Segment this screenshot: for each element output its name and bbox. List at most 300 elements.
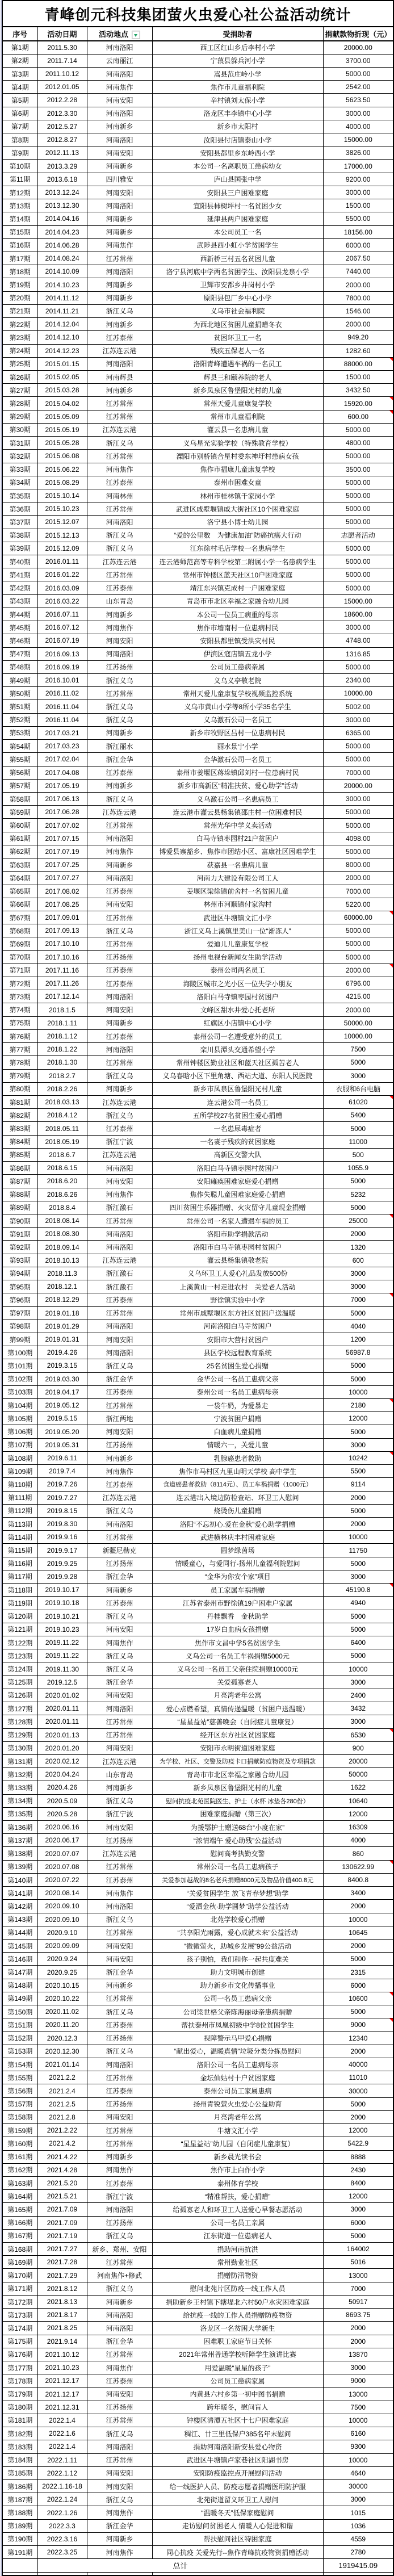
amount-cell[interactable]: 2780: [323, 2546, 393, 2559]
amount-cell[interactable]: 30000: [323, 2479, 393, 2493]
date-cell[interactable]: 2021.2.22: [37, 2124, 87, 2137]
amount-cell[interactable]: 5000.00: [323, 753, 393, 766]
serial-cell[interactable]: 第38期: [2, 529, 37, 542]
amount-cell[interactable]: 2000.00: [323, 964, 393, 977]
serial-cell[interactable]: 第96期: [2, 1293, 37, 1306]
amount-cell[interactable]: 500: [323, 1148, 393, 1161]
date-cell[interactable]: 2017.07.02: [37, 819, 87, 832]
serial-cell[interactable]: 第72期: [2, 977, 37, 990]
date-cell[interactable]: 2015.10.23: [37, 502, 87, 516]
recipient-cell[interactable]: 焦作失聪儿童困难家庭爱心捐赠: [152, 1188, 323, 1201]
location-cell[interactable]: 河南洛阳: [87, 67, 152, 80]
location-cell[interactable]: 河南新乡: [87, 291, 152, 304]
amount-cell[interactable]: 900: [323, 1741, 393, 1754]
location-cell[interactable]: 河南焦作: [87, 2163, 152, 2176]
recipient-cell[interactable]: 泰州公司一名员工患病母亲: [152, 1385, 323, 1398]
recipient-cell[interactable]: 洛阳白马寺镇枣园村贫困户: [152, 990, 323, 1003]
location-cell[interactable]: 江苏常州: [87, 2414, 152, 2427]
amount-cell[interactable]: 8400: [323, 2176, 393, 2189]
location-cell[interactable]: 河南安阳: [87, 1821, 152, 1834]
date-cell[interactable]: 2020.01.20: [37, 1741, 87, 1754]
location-cell[interactable]: 江苏连云港: [87, 1754, 152, 1767]
recipient-cell[interactable]: 林州市桂林镇千家岗小学: [152, 489, 323, 502]
date-cell[interactable]: 2019.9.17: [37, 1544, 87, 1557]
location-cell[interactable]: 江苏常州: [87, 1926, 152, 1939]
amount-cell[interactable]: 2000: [323, 1228, 393, 1241]
date-cell[interactable]: 2019.10.21: [37, 1610, 87, 1623]
amount-cell[interactable]: 11010: [323, 2071, 393, 2084]
location-cell[interactable]: 浙江激石: [87, 1201, 152, 1214]
serial-cell[interactable]: 第89期: [2, 1201, 37, 1214]
serial-cell[interactable]: 第70期: [2, 950, 37, 964]
serial-cell[interactable]: 第158期: [2, 2110, 37, 2123]
serial-cell[interactable]: 第129期: [2, 1728, 37, 1741]
recipient-cell[interactable]: 姜堰区梁徐镇前舍村一名贫困儿童: [152, 885, 323, 898]
serial-cell[interactable]: 第73期: [2, 990, 37, 1003]
date-cell[interactable]: 2016.01.11: [37, 555, 87, 568]
date-cell[interactable]: 2020.9.25: [37, 1966, 87, 1979]
serial-cell[interactable]: 第49期: [2, 674, 37, 687]
serial-cell[interactable]: 第156期: [2, 2084, 37, 2097]
date-cell[interactable]: 2017.03.21: [37, 726, 87, 739]
amount-cell[interactable]: 130622.99: [323, 1860, 393, 1873]
amount-cell[interactable]: 5000.00: [323, 950, 393, 964]
date-cell[interactable]: 2017.06.13: [37, 792, 87, 805]
amount-cell[interactable]: 4040: [323, 1320, 393, 1333]
recipient-cell[interactable]: 2021年常州普通学校听障学生演讲比赛: [152, 2348, 323, 2361]
date-cell[interactable]: 2021.12.17: [37, 2374, 87, 2387]
amount-cell[interactable]: 1055.9: [323, 1162, 393, 1175]
serial-cell[interactable]: 第93期: [2, 1254, 37, 1267]
amount-cell[interactable]: 2340.00: [323, 674, 393, 687]
location-cell[interactable]: 江苏常州: [87, 2453, 152, 2466]
location-cell[interactable]: 河南焦作: [87, 238, 152, 252]
amount-cell[interactable]: 5000.00: [323, 924, 393, 937]
serial-cell[interactable]: 第24期: [2, 344, 37, 357]
amount-cell[interactable]: 61020: [323, 1096, 393, 1109]
date-cell[interactable]: 2014.06.28: [37, 238, 87, 252]
recipient-cell[interactable]: 关爱孤寡老人: [152, 1676, 323, 1689]
location-cell[interactable]: 浙江义乌: [87, 2005, 152, 2018]
serial-cell[interactable]: 第159期: [2, 2124, 37, 2137]
recipient-cell[interactable]: 同心抗疫 关爱先行--焦作青峰抗疫物资捐赠活动: [152, 2546, 323, 2559]
location-cell[interactable]: 江苏常州: [87, 397, 152, 410]
date-cell[interactable]: 2012.11.13: [37, 146, 87, 160]
date-cell[interactable]: 2018.6.20: [37, 1175, 87, 1188]
date-cell[interactable]: 2021.12.31: [37, 2401, 87, 2414]
location-cell[interactable]: 河南新乡: [87, 212, 152, 225]
serial-cell[interactable]: 第187期: [2, 2493, 37, 2506]
date-cell[interactable]: 2015.12.07: [37, 516, 87, 529]
amount-cell[interactable]: 10640: [323, 1794, 393, 1807]
recipient-cell[interactable]: 武进横林庆丰村困难家庭: [152, 1531, 323, 1544]
date-cell[interactable]: 2022.1.6: [37, 2427, 87, 2440]
recipient-cell[interactable]: 溧阳市别桥镇合星村委东神圩村患病女孩: [152, 450, 323, 463]
recipient-cell[interactable]: 情暖六一，关爱儿童: [152, 1438, 323, 1451]
serial-cell[interactable]: 第92期: [2, 1241, 37, 1254]
serial-cell[interactable]: 第161期: [2, 2150, 37, 2163]
date-cell[interactable]: 2021.2.5: [37, 2097, 87, 2110]
date-cell[interactable]: 2014.08.24: [37, 252, 87, 265]
amount-cell[interactable]: 1500.00: [323, 370, 393, 383]
recipient-cell[interactable]: 用爱温暖“星星的孩子”: [152, 2361, 323, 2374]
recipient-cell[interactable]: 县区学校远程教育系统: [152, 1346, 323, 1359]
serial-cell[interactable]: 第65期: [2, 885, 37, 898]
date-cell[interactable]: 2019.7.27: [37, 1491, 87, 1504]
date-cell[interactable]: 2018.12.1: [37, 1280, 87, 1293]
serial-cell[interactable]: 第71期: [2, 964, 37, 977]
location-cell[interactable]: 浙江义乌: [87, 1359, 152, 1372]
recipient-cell[interactable]: 安阳市大营村贫困户: [152, 1333, 323, 1346]
amount-cell[interactable]: 600.00: [323, 410, 393, 423]
serial-cell[interactable]: 第85期: [2, 1148, 37, 1161]
date-cell[interactable]: 2018.1.12: [37, 1029, 87, 1042]
serial-cell[interactable]: 第112期: [2, 1504, 37, 1517]
location-cell[interactable]: 江苏连云港: [87, 555, 152, 568]
date-cell[interactable]: 2019.10.23: [37, 1623, 87, 1636]
recipient-cell[interactable]: 捐助新乡王村镇下辖堤北六村50户水灾困难家庭: [152, 2295, 323, 2308]
amount-cell[interactable]: 12000: [323, 2190, 393, 2203]
recipient-cell[interactable]: 一袋牛奶，为爱暴走: [152, 1399, 323, 1412]
serial-cell[interactable]: 第44期: [2, 608, 37, 621]
date-cell[interactable]: 2021.4.28: [37, 2163, 87, 2176]
amount-cell[interactable]: 5000: [323, 2229, 393, 2242]
date-cell[interactable]: 2017.02.04: [37, 753, 87, 766]
recipient-cell[interactable]: 嵩县范庄岭小学: [152, 67, 323, 80]
recipient-cell[interactable]: 新乡晨光读书会: [152, 2150, 323, 2163]
amount-cell[interactable]: 6000: [323, 2216, 393, 2229]
recipient-cell[interactable]: 员工家属车祸捐赠: [152, 1584, 323, 1597]
serial-cell[interactable]: 第98期: [2, 1320, 37, 1333]
location-cell[interactable]: 浙江金华: [87, 1676, 152, 1689]
recipient-cell[interactable]: “关爱贫困学生 放飞青春梦想”助学: [152, 1887, 323, 1900]
serial-cell[interactable]: 第22期: [2, 318, 37, 331]
location-cell[interactable]: 江苏常州: [87, 1860, 152, 1873]
location-cell[interactable]: 河南焦作: [87, 1636, 152, 1649]
location-cell[interactable]: 江苏连云港: [87, 1148, 152, 1161]
date-cell[interactable]: 2017.08.02: [37, 885, 87, 898]
location-cell[interactable]: 河南新乡: [87, 1781, 152, 1794]
date-cell[interactable]: 2016.09.13: [37, 647, 87, 660]
serial-cell[interactable]: 第162期: [2, 2163, 37, 2176]
recipient-cell[interactable]: 安阳县都里乡东岭西小学: [152, 146, 323, 160]
serial-cell[interactable]: 第163期: [2, 2176, 37, 2189]
location-cell[interactable]: 浙江激石: [87, 1267, 152, 1280]
recipient-cell[interactable]: 月亮湾老年公寓: [152, 2110, 323, 2123]
filter-dropdown-button[interactable]: [132, 31, 140, 39]
serial-cell[interactable]: 第132期: [2, 1768, 37, 1781]
amount-cell[interactable]: 4800.00: [323, 437, 393, 450]
date-cell[interactable]: 2017.03.23: [37, 740, 87, 753]
serial-cell[interactable]: 第172期: [2, 2295, 37, 2308]
date-cell[interactable]: 2020.01.11: [37, 1702, 87, 1715]
amount-cell[interactable]: 17000.00: [323, 160, 393, 173]
amount-cell[interactable]: 8400.8: [323, 1873, 393, 1886]
date-cell[interactable]: 2019.10.18: [37, 1597, 87, 1610]
location-cell[interactable]: 浙江宁波: [87, 1135, 152, 1148]
location-cell[interactable]: 江苏扬州: [87, 1557, 152, 1570]
amount-cell[interactable]: 7000.00: [323, 766, 393, 779]
date-cell[interactable]: 2020.5.09: [37, 1794, 87, 1807]
serial-cell[interactable]: 第148期: [2, 1979, 37, 1992]
serial-cell[interactable]: 第18期: [2, 265, 37, 278]
serial-cell[interactable]: 第86期: [2, 1162, 37, 1175]
amount-cell[interactable]: 12000: [323, 1412, 393, 1425]
location-cell[interactable]: 河南新乡: [87, 120, 152, 133]
amount-cell[interactable]: 4000.00: [323, 120, 393, 133]
location-cell[interactable]: 河南新乡: [87, 726, 152, 739]
serial-cell[interactable]: 第165期: [2, 2203, 37, 2216]
recipient-cell[interactable]: 安阳市永明街道困难家庭: [152, 1741, 323, 1754]
amount-cell[interactable]: 50000: [323, 1768, 393, 1781]
date-cell[interactable]: 2020.01.02: [37, 1689, 87, 1702]
serial-cell[interactable]: 第10期: [2, 160, 37, 173]
amount-cell[interactable]: 5232: [323, 1188, 393, 1201]
serial-cell[interactable]: 第42期: [2, 581, 37, 594]
amount-cell[interactable]: 5000: [323, 1056, 393, 1069]
recipient-cell[interactable]: 宁波贫困户捐赠: [152, 1412, 323, 1425]
location-cell[interactable]: 浙江宁波: [87, 2190, 152, 2203]
amount-cell[interactable]: 2000: [323, 1491, 393, 1504]
date-cell[interactable]: 2017.07.27: [37, 872, 87, 885]
amount-cell[interactable]: 3000.00: [323, 186, 393, 199]
recipient-cell[interactable]: 连云港市灌云县杨集镇邵庄村一位困难村民: [152, 806, 323, 819]
location-cell[interactable]: 江苏常州: [87, 568, 152, 581]
total-row-empty-cell[interactable]: [2, 2559, 37, 2573]
date-cell[interactable]: 2020.09.09: [37, 1940, 87, 1953]
date-cell[interactable]: 2016.11.02: [37, 687, 87, 700]
location-cell[interactable]: 河南洛阳: [87, 1228, 152, 1241]
amount-cell[interactable]: 6160: [323, 2427, 393, 2440]
recipient-cell[interactable]: 义乌市社会福利院: [152, 304, 323, 317]
location-cell[interactable]: 河南洛阳: [87, 265, 152, 278]
location-cell[interactable]: 浙江义乌: [87, 713, 152, 726]
date-cell[interactable]: 2020.09.10: [37, 1900, 87, 1913]
recipient-cell[interactable]: 辛村镇刘太保小学: [152, 94, 323, 107]
date-cell[interactable]: 2021.5.20: [37, 2176, 87, 2189]
serial-cell[interactable]: 第185期: [2, 2466, 37, 2479]
date-cell[interactable]: 2019.8.30: [37, 1518, 87, 1531]
date-cell[interactable]: 2014.10.09: [37, 265, 87, 278]
location-cell[interactable]: 河南洛阳: [87, 2322, 152, 2335]
location-cell[interactable]: 江苏泰州: [87, 476, 152, 489]
serial-cell[interactable]: 第135期: [2, 1807, 37, 1820]
serial-cell[interactable]: 第60期: [2, 819, 37, 832]
serial-cell[interactable]: 第79期: [2, 1069, 37, 1082]
recipient-cell[interactable]: 金坛仙姑村十户贫困家庭: [152, 2071, 323, 2084]
location-cell[interactable]: 河南安阳: [87, 1689, 152, 1702]
recipient-cell[interactable]: 泰州公司两名员工: [152, 964, 323, 977]
location-cell[interactable]: 河南焦作: [87, 845, 152, 858]
serial-cell[interactable]: 第173期: [2, 2309, 37, 2322]
amount-cell[interactable]: 2180: [323, 1399, 393, 1412]
recipient-cell[interactable]: 五所学校27名贫困生爱心捐赠: [152, 1109, 323, 1122]
date-cell[interactable]: 2022.1.4: [37, 2414, 87, 2427]
recipient-cell[interactable]: 宁蒗县躲兵河小学: [152, 54, 323, 67]
location-cell[interactable]: 新乡、郑州、安阳: [87, 2243, 152, 2256]
recipient-cell[interactable]: 灌云县杨集镇敬老院: [152, 1254, 323, 1267]
amount-cell[interactable]: 6365.00: [323, 726, 393, 739]
serial-cell[interactable]: 第19期: [2, 278, 37, 291]
date-cell[interactable]: 2019.6.11: [37, 1451, 87, 1464]
amount-cell[interactable]: 5000.00: [323, 581, 393, 594]
date-cell[interactable]: 2018.1.30: [37, 1056, 87, 1069]
location-cell[interactable]: 浙江义乌: [87, 792, 152, 805]
date-cell[interactable]: 2020.07.08: [37, 1860, 87, 1873]
location-cell[interactable]: 河南新乡: [87, 779, 152, 792]
date-cell[interactable]: 2017.04.08: [37, 766, 87, 779]
amount-cell[interactable]: 18156.00: [323, 225, 393, 238]
date-cell[interactable]: 2017.05.19: [37, 779, 87, 792]
serial-cell[interactable]: 第48期: [2, 660, 37, 673]
serial-cell[interactable]: 第191期: [2, 2546, 37, 2559]
serial-cell[interactable]: 第87期: [2, 1175, 37, 1188]
date-cell[interactable]: 2020.10.22: [37, 1992, 87, 2005]
serial-cell[interactable]: 第34期: [2, 476, 37, 489]
location-cell[interactable]: 江苏扬州: [87, 1438, 152, 1451]
amount-cell[interactable]: 6000: [323, 1979, 393, 1992]
amount-cell[interactable]: 3000.00: [323, 713, 393, 726]
recipient-cell[interactable]: 贫困环卫工一名: [152, 331, 323, 344]
serial-cell[interactable]: 第40期: [2, 555, 37, 568]
recipient-cell[interactable]: 连云港出入境边防检查站、环卫工人慰问: [152, 1491, 323, 1504]
recipient-cell[interactable]: 武进区牛塘镇卢家巷社区阳湖书房: [152, 2453, 323, 2466]
date-cell[interactable]: 2018.8.4: [37, 1201, 87, 1214]
location-cell[interactable]: 江苏泰州: [87, 766, 152, 779]
date-cell[interactable]: 2021.01.14: [37, 2058, 87, 2071]
date-cell[interactable]: 2015.06.08: [37, 450, 87, 463]
date-cell[interactable]: 2020.11.02: [37, 2005, 87, 2018]
recipient-cell[interactable]: 焦作市上白作小学: [152, 2163, 323, 2176]
amount-cell[interactable]: 1316.85: [323, 647, 393, 660]
serial-cell[interactable]: 第117期: [2, 1570, 37, 1583]
amount-cell[interactable]: 15000.00: [323, 594, 393, 608]
serial-cell[interactable]: 第59期: [2, 806, 37, 819]
location-cell[interactable]: 河南安阳: [87, 1175, 152, 1188]
location-cell[interactable]: 河南安阳: [87, 1940, 152, 1953]
location-cell[interactable]: 浙江义乌: [87, 1662, 152, 1676]
amount-cell[interactable]: 1320: [323, 1241, 393, 1254]
recipient-cell[interactable]: 卫辉市安都乡井岗村小学: [152, 278, 323, 291]
location-cell[interactable]: 浙江义乌: [87, 1504, 152, 1517]
location-cell[interactable]: 江苏泰州: [87, 2018, 152, 2032]
date-cell[interactable]: 2019.8.15: [37, 1504, 87, 1517]
amount-cell[interactable]: 8000.00: [323, 858, 393, 872]
amount-cell[interactable]: 1500.00: [323, 199, 393, 212]
serial-cell[interactable]: 第181期: [2, 2414, 37, 2427]
serial-cell[interactable]: 第179期: [2, 2387, 37, 2401]
serial-cell[interactable]: 第113期: [2, 1518, 37, 1531]
date-cell[interactable]: 2022.1.26: [37, 2506, 87, 2519]
location-cell[interactable]: 河南洛阳: [87, 1241, 152, 1254]
serial-cell[interactable]: 第41期: [2, 568, 37, 581]
location-cell[interactable]: 江苏泰州: [87, 1293, 152, 1306]
recipient-cell[interactable]: 帮扶慰问社区特困家庭: [152, 2532, 323, 2545]
amount-cell[interactable]: 4559: [323, 2532, 393, 2545]
amount-cell[interactable]: 25000: [323, 1214, 393, 1227]
date-cell[interactable]: 2020.12.30: [37, 2045, 87, 2058]
location-cell[interactable]: 河南洛阳: [87, 1043, 152, 1056]
recipient-cell[interactable]: 经开区东方社区贫困家庭: [152, 1728, 323, 1741]
amount-cell[interactable]: 5016: [323, 2256, 393, 2269]
date-cell[interactable]: 2019.10.17: [37, 1584, 87, 1597]
location-cell[interactable]: 浙江义乌: [87, 1794, 152, 1807]
amount-cell[interactable]: 4940: [323, 1597, 393, 1610]
location-cell[interactable]: 河南新乡: [87, 858, 152, 872]
amount-cell[interactable]: 5000.00: [323, 516, 393, 529]
recipient-cell[interactable]: 关爱参加越战的8名老兵捐赠8000元及物品价值400.8元: [152, 1873, 323, 1886]
recipient-cell[interactable]: 洛宁县河底中学两名贫困学生、汝阳县龙泉小学: [152, 265, 323, 278]
recipient-cell[interactable]: 常州市儿童福利院: [152, 410, 323, 423]
amount-cell[interactable]: 5000.00: [323, 845, 393, 858]
recipient-cell[interactable]: 栾川县潭头交通希望小学: [152, 1043, 323, 1056]
amount-cell[interactable]: 88000.00: [323, 357, 393, 370]
serial-cell[interactable]: 第102期: [2, 1372, 37, 1385]
recipient-cell[interactable]: 一名患尿毒症者: [152, 1122, 323, 1135]
amount-cell[interactable]: 3000.00: [323, 792, 393, 805]
serial-cell[interactable]: 第9期: [2, 146, 37, 160]
location-cell[interactable]: 河南林州: [87, 489, 152, 502]
serial-cell[interactable]: 第121期: [2, 1623, 37, 1636]
location-cell[interactable]: 河南洛阳: [87, 1162, 152, 1175]
recipient-cell[interactable]: 25名贫困生爱心捐赠: [152, 1359, 323, 1372]
recipient-cell[interactable]: 视障警示马甲爱心捐赠: [152, 2032, 323, 2045]
recipient-cell[interactable]: 本公司员工一名: [152, 225, 323, 238]
date-cell[interactable]: 2021.7.28: [37, 2256, 87, 2269]
serial-cell[interactable]: 第80期: [2, 1082, 37, 1095]
date-cell[interactable]: 2018.2.26: [37, 1082, 87, 1095]
serial-cell[interactable]: 第114期: [2, 1531, 37, 1544]
amount-cell[interactable]: 1015: [323, 2506, 393, 2519]
location-cell[interactable]: 四川雅安: [87, 173, 152, 186]
recipient-cell[interactable]: 捐助河南抗洪: [152, 2243, 323, 2256]
amount-cell[interactable]: 13000: [323, 2269, 393, 2282]
amount-cell[interactable]: 5000.00: [323, 806, 393, 819]
amount-cell[interactable]: 10000: [323, 2414, 393, 2427]
recipient-cell[interactable]: 为援鄂护士赠送68台“小度在家”: [152, 1821, 323, 1834]
location-cell[interactable]: 河南洛阳: [87, 516, 152, 529]
location-cell[interactable]: 浙江义乌: [87, 2282, 152, 2295]
amount-cell[interactable]: 3000: [323, 2203, 393, 2216]
location-cell[interactable]: 浙江丽水: [87, 740, 152, 753]
amount-cell[interactable]: 5000.00: [323, 476, 393, 489]
serial-cell[interactable]: 第153期: [2, 2045, 37, 2058]
location-cell[interactable]: 江苏常州: [87, 937, 152, 950]
date-cell[interactable]: 2021.7.29: [37, 2269, 87, 2282]
recipient-cell[interactable]: 安阳防疫监控点开展慰问活动: [152, 2466, 323, 2479]
date-cell[interactable]: 2021.8.13: [37, 2295, 87, 2308]
serial-cell[interactable]: 第26期: [2, 370, 37, 383]
amount-cell[interactable]: 9114: [323, 1478, 393, 1491]
location-cell[interactable]: 河南安阳: [87, 2110, 152, 2123]
date-cell[interactable]: 2021.2.4: [37, 2084, 87, 2097]
date-cell[interactable]: 2021.10.23: [37, 2361, 87, 2374]
recipient-cell[interactable]: 常州市钟楼区蓝天社区10户困难家庭: [152, 568, 323, 581]
recipient-cell[interactable]: 食道癌患者救助（8114元）、员工车祸捐赠（1000元）: [152, 1478, 323, 1491]
serial-cell[interactable]: 第25期: [2, 357, 37, 370]
location-cell[interactable]: 江苏扬州: [87, 1834, 152, 1847]
amount-cell[interactable]: 7000.00: [323, 885, 393, 898]
amount-cell[interactable]: 5000.00: [323, 740, 393, 753]
location-cell[interactable]: 江苏常州: [87, 2124, 152, 2137]
date-cell[interactable]: 2012.01.05: [37, 81, 87, 94]
serial-cell[interactable]: 第8期: [2, 133, 37, 146]
serial-cell[interactable]: 第4期: [2, 81, 37, 94]
recipient-cell[interactable]: 江东徐村毛店学校一名患病学生: [152, 542, 323, 555]
location-cell[interactable]: 河南新乡: [87, 384, 152, 397]
location-cell[interactable]: 江苏连云港: [87, 806, 152, 819]
recipient-cell[interactable]: 跨年暖冬，慰问盲人: [152, 2401, 323, 2414]
